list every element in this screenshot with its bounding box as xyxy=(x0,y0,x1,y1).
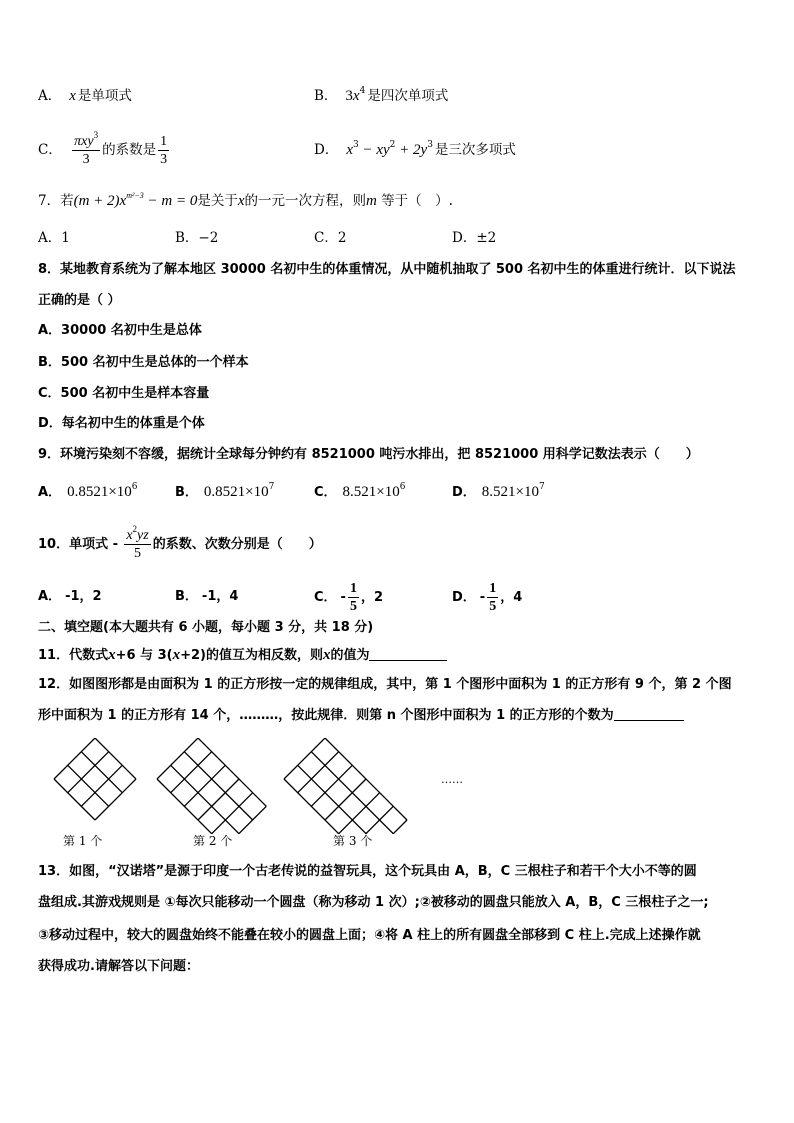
q13-line3: ③移动过程中，较大的圆盘始终不能叠在较小的圆盘上面；④将 A 柱上的所有圆盘全部移到 C 柱上.完成上述操作就 xyxy=(38,928,701,943)
q10-stem: 10．单项式 - $\frac{x^2yz}{5}$ 的系数、次数分别是（ ） xyxy=(38,524,322,561)
q8-option-b: B．500 名初中生是总体的一个样本 xyxy=(38,355,249,370)
q6-c-fraction: $\frac{\pi xy^3}{3}$ xyxy=(74,130,99,167)
figure-2-grid xyxy=(157,738,266,834)
q12-line2: 形中面积为 1 的正方形有 14 个，………，按此规律．则第 n 个图形中面积为 1 的正方形的个数为 xyxy=(38,706,684,726)
q9-option-b: B． $0.8521\times 10^7$ xyxy=(175,482,275,500)
figure-1-label: 第 1 个 xyxy=(63,834,103,848)
q12-figures xyxy=(40,738,480,834)
figure-3-label: 第 3 个 xyxy=(333,834,373,848)
q9-stem: 9．环境污染刻不容缓，据统计全球每分钟约有 8521000 吨污水排出，把 8521000 用科学记数法表示（ ） xyxy=(38,447,699,462)
q7-stem: 7．若$(m + 2)x^{m^2-3} - m = 0$是关于x的一元一次方程，则m 等于（ ）. xyxy=(38,191,453,209)
q10-option-a: A． -1，2 xyxy=(38,589,102,604)
q8-option-c: C．500 名初中生是样本容量 xyxy=(38,386,210,401)
q10-option-d: D． - $\frac{1}{5}$ ，4 xyxy=(452,581,523,614)
q6-option-c: C． $\frac{\pi xy^3}{3}$ 的系数是 $\frac{1}{3}$ xyxy=(38,130,168,167)
q6-option-b: B． $3x^4$ 是四次单项式 xyxy=(314,86,449,104)
q11-stem: 11．代数式x+6 与 3(x+2)的值互为相反数，则x的值为 xyxy=(38,645,447,666)
q7-option-d: D．±2 xyxy=(452,230,497,246)
answer-blank xyxy=(614,706,684,721)
q10-option-c: C． - $\frac{1}{5}$ ，2 xyxy=(314,581,383,614)
q13-line1: 13．如图，“汉诺塔”是源于印度一个古老传说的益智玩具，这个玩具由 A，B，C 三根柱子和若干个大小不等的圆 xyxy=(38,864,697,879)
q13-line2: 盘组成.其游戏规则是 ①每次只能移动一个圆盘（称为移动 1 次）;②被移动的圆盘只能放入 A，B，C 三根柱子之一; xyxy=(38,895,709,910)
q8-option-d: D．每名初中生的体重是个体 xyxy=(38,416,205,431)
q12-line1: 12．如图图形都是由面积为 1 的正方形按一定的规律组成，其中，第 1 个图形中面积为 1 的正方形有 9 个，第 2 个图 xyxy=(38,677,732,692)
figure-ellipsis: …… xyxy=(441,773,463,786)
q7-option-a: A．1 xyxy=(38,230,70,246)
section-title: 二、填空题(本大题共有 6 小题，每小题 3 分，共 18 分) xyxy=(38,620,374,635)
q8-stem-line2: 正确的是（ ） xyxy=(38,293,121,308)
q13-line4: 获得成功.请解答以下问题： xyxy=(38,959,199,974)
q6-option-a: A． x 是单项式 xyxy=(38,88,132,104)
figure-1-grid xyxy=(54,738,136,820)
q10-fraction: $\frac{x^2yz}{5}$ xyxy=(126,524,149,561)
q7-option-b: B．−2 xyxy=(175,230,219,246)
q9-option-c: C． $8.521\times 10^6$ xyxy=(314,482,406,500)
figure-2-label: 第 2 个 xyxy=(193,834,233,848)
q10-option-b: B． -1，4 xyxy=(175,589,239,604)
q8-stem-line1: 8．某地教育系统为了解本地区 30000 名初中生的体重情况，从中随机抽取了 500 名初中生的体重进行统计．以下说法 xyxy=(38,262,736,277)
figure-3-grid xyxy=(284,738,407,834)
q6-c-coef-fraction: $\frac{1}{3}$ xyxy=(160,134,168,167)
q9-option-a: A． $0.8521\times 10^6$ xyxy=(38,482,138,500)
q6-option-d: D． $x^3 - xy^2 + 2y^3$ 是三次多项式 xyxy=(314,140,516,158)
answer-blank xyxy=(369,646,447,661)
q8-option-a: A．30000 名初中生是总体 xyxy=(38,323,202,338)
q7-option-c: C．2 xyxy=(314,230,347,246)
q9-option-d: D． $8.521\times 10^7$ xyxy=(452,482,545,500)
